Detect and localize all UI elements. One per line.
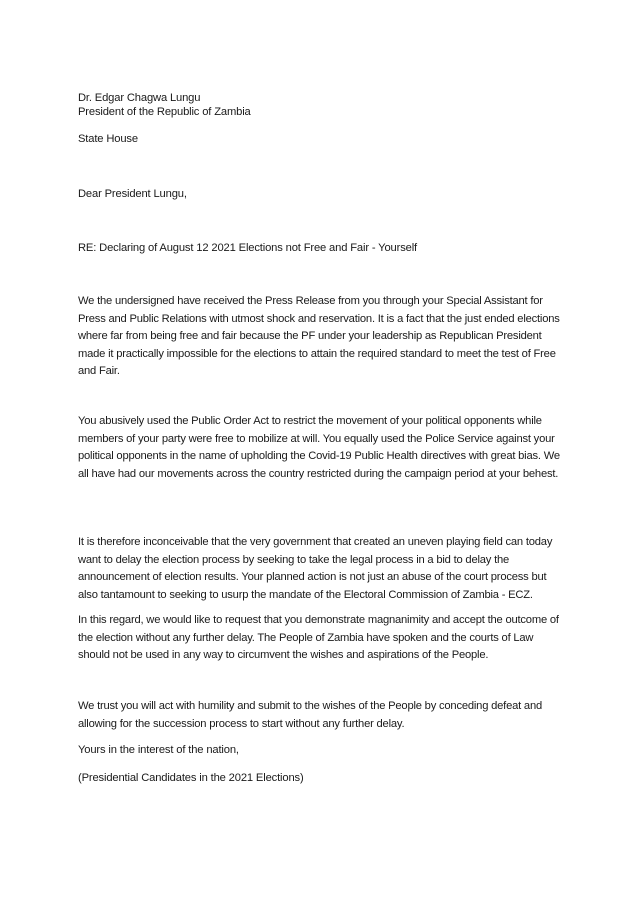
paragraph-3: It is therefore inconceivable that the very government that created an uneven playing field can today want to delay the election process by seeking to take the legal process in a bid to delay the announcement of election results. Your planned action is not just an abuse of the court process but also tantamount to seeking to usurp the mandate of the Electoral Commission of Zambia - ECZ.: [78, 536, 553, 601]
addressee-name: Dr. Edgar Chagwa Lungu: [78, 92, 201, 104]
paragraph-1: We the undersigned have received the Press Release from you through your Special Assistant for Press and Public Relations with utmost shock and reservation. It is a fact that the just ended elections where far from being free and fair because the PF under your leadership as Republican President made it practically impossible for the elections to attain the required standard to meet the test of Free and Fair.: [78, 295, 560, 377]
paragraph-4: In this regard, we would like to request that you demonstrate magnanimity and accept the outcome of the election without any further delay. The People of Zambia have spoken and the courts of Law should not be used in any way to circumvent the wishes and aspirations of the People.: [78, 614, 559, 661]
salutation: Dear President Lungu,: [78, 188, 187, 200]
paragraph-2: You abusively used the Public Order Act to restrict the movement of your political opponents while members of your party were free to mobilize at will. You equally used the Police Service against your political opponents in the name of upholding the Covid-19 Public Health directives with great bias. We all have had our movements across the country restricted during the campaign period at your behest.: [78, 415, 560, 480]
paragraph-5: We trust you will act with humility and submit to the wishes of the People by conceding defeat and allowing for the succession process to start without any further delay.: [78, 700, 543, 730]
addressee-title: President of the Republic of Zambia: [78, 106, 251, 118]
subject-line: RE: Declaring of August 12 2021 Elections not Free and Fair - Yourself: [78, 242, 417, 254]
closing: Yours in the interest of the nation,: [78, 744, 239, 756]
signature: (Presidential Candidates in the 2021 Elections): [78, 772, 304, 784]
addressee-location: State House: [78, 133, 138, 145]
